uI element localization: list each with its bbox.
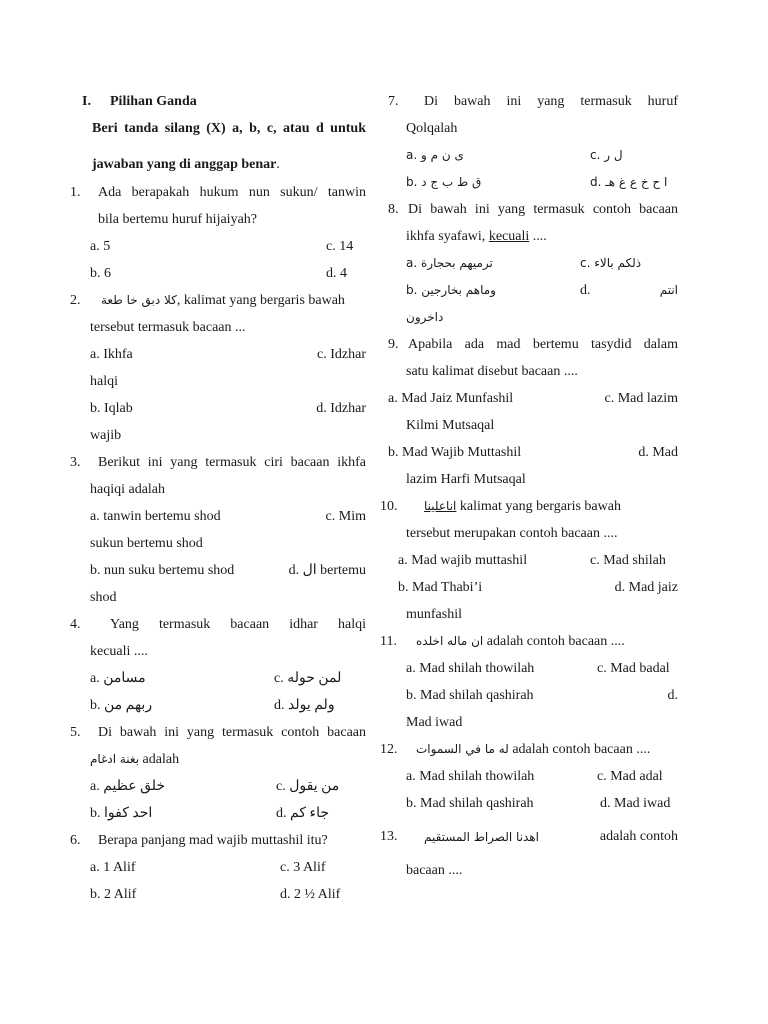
option-b[interactable]: b. ق ط ب ج د bbox=[406, 175, 482, 189]
arabic-text: كلا دبق خا طعة bbox=[101, 293, 177, 307]
option-b[interactable]: b. Mad shilah qashirah bbox=[406, 796, 534, 811]
option-c[interactable]: c. Mad lazim bbox=[604, 391, 678, 406]
section-title: Pilihan Ganda bbox=[110, 94, 197, 109]
arabic-text: بغنة ادغام bbox=[90, 752, 140, 766]
instruction-line-2: jawaban yang di anggap benar. bbox=[92, 157, 280, 172]
option-c[interactable]: c. من يقول bbox=[276, 779, 340, 794]
instruction-line-1: Beri tanda silang (X) a, b, c, atau d untuk bbox=[92, 121, 366, 136]
right-column bbox=[380, 88, 678, 884]
question-6: 6. Berapa panjang mad wajib muttashil itu? a. 1 Alif c. 3 Alif b. 2 Alif d. 2 ½ Alif bbox=[70, 827, 366, 908]
option-c[interactable]: c. Mad badal bbox=[597, 661, 670, 676]
option-a[interactable]: a. Ikhfa bbox=[90, 347, 133, 362]
option-a[interactable]: a. Mad shilah thowilah bbox=[406, 661, 535, 676]
question-13: 13. اهدنا الصراط المستقيم adalah contoh bacaan .... bbox=[380, 829, 678, 878]
option-c[interactable]: c. Idzhar bbox=[317, 347, 366, 362]
underlined-kecuali: kecuali bbox=[488, 229, 530, 244]
option-a[interactable]: a. خلق عظيم bbox=[90, 779, 166, 794]
option-a[interactable]: a. ترميهم بحجارة bbox=[406, 256, 493, 270]
option-d[interactable]: d. 4 bbox=[326, 266, 347, 281]
left-column bbox=[70, 88, 366, 908]
arabic-text: ان ماله اخلده bbox=[416, 634, 484, 648]
option-a[interactable]: a. 5 bbox=[90, 239, 111, 254]
option-c[interactable]: c. Mad shilah bbox=[590, 553, 666, 568]
section-number: I. bbox=[82, 94, 91, 109]
question-4: 4. Yang termasuk bacaan idhar halqi kecuali .... a. مسامن c. لمن حوله b. ربهم من d. ولم يولد bbox=[70, 611, 366, 719]
option-a[interactable]: a. 1 Alif bbox=[90, 860, 136, 875]
question-8: 8. Di bawah ini yang termasuk contoh bacaan ikhfa syafawi, kecuali .... a. ترميهم بحجارة c. ذلكم بالاء b. وماهم بخارجين d. انتم داخرون bbox=[388, 202, 678, 324]
option-d[interactable]: d. Mad jaiz bbox=[614, 580, 678, 595]
question-1: 1. Ada berapakah hukum nun sukun/ tanwin bila bertemu huruf hijaiyah? a. 5 c. 14 b. 6 d. 4 bbox=[70, 179, 366, 287]
option-c[interactable]: c. لمن حوله bbox=[274, 671, 342, 686]
option-b[interactable]: b. Mad Thabi’i bbox=[398, 580, 483, 595]
option-a[interactable]: a. Mad wajib muttashil bbox=[398, 553, 528, 568]
option-c[interactable]: c. 3 Alif bbox=[280, 860, 326, 875]
option-c[interactable]: c. Mim bbox=[325, 509, 366, 524]
option-d[interactable]: d. bbox=[580, 283, 591, 298]
question-5: 5. Di bawah ini yang termasuk contoh bacaan بغنة ادغام adalah a. خلق عظيم c. من يقول b. احد كفوا d. جاء كم bbox=[70, 719, 366, 827]
option-b[interactable]: b. Mad shilah qashirah bbox=[406, 688, 534, 703]
option-d[interactable]: d. جاء كم bbox=[276, 806, 329, 821]
option-d[interactable]: d. ا ح خ ع غ هـ bbox=[590, 175, 668, 189]
question-10: 10. اناعلينا kalimat yang bergaris bawah tersebut merupakan contoh bacaan .... a. Mad wajib muttashil c. Mad shilah b. Mad Thabi’i d. Mad jaiz munfashil bbox=[380, 499, 678, 622]
arabic-text: له ما في السموات bbox=[416, 742, 509, 756]
option-c[interactable]: c. ل ر bbox=[590, 148, 623, 162]
option-b[interactable]: b. احد كفوا bbox=[90, 806, 153, 821]
option-c[interactable]: c. 14 bbox=[326, 239, 354, 254]
option-a[interactable]: a. tanwin bertemu shod bbox=[90, 509, 221, 524]
option-b[interactable]: b. وماهم بخارجين bbox=[406, 283, 496, 297]
question-7: 7. Di bawah ini yang termasuk huruf Qolqalah a. ى ن م و c. ل ر b. ق ط ب ج د d. ا ح خ ع غ هـ bbox=[380, 88, 678, 196]
option-b[interactable]: b. nun suku bertemu shod bbox=[90, 563, 235, 578]
option-d[interactable]: d. Idzhar bbox=[316, 401, 366, 416]
option-d[interactable]: d. ولم يولد bbox=[274, 698, 335, 713]
option-b[interactable]: b. 2 Alif bbox=[90, 887, 137, 902]
option-a[interactable]: a. ى ن م و bbox=[406, 148, 464, 162]
option-d[interactable]: d. ال bertemu bbox=[288, 563, 366, 578]
section-header bbox=[70, 88, 366, 115]
question-9: 9. Apabila ada mad bertemu tasydid dalam satu kalimat disebut bacaan .... a. Mad Jaiz Munfashil c. Mad lazim Kilmi Mutsaqal b. Mad Wajib Muttashil d. Mad lazim Harfi Mutsaqal bbox=[388, 337, 678, 487]
question-12: 12. له ما في السموات adalah contoh bacaan .... a. Mad shilah thowilah c. Mad adal b. Mad shilah qashirah d. Mad iwad bbox=[380, 736, 678, 817]
option-d-arabic: انتم bbox=[659, 283, 678, 297]
question-3: 3. Berikut ini yang termasuk ciri bacaan ikhfa haqiqi adalah a. tanwin bertemu shod c. Mim sukun bertemu shod b. nun suku bertemu shod d. ال bertemu shod bbox=[70, 455, 366, 605]
option-a[interactable]: a. Mad Jaiz Munfashil bbox=[388, 391, 514, 406]
arabic-text: اهدنا الصراط المستقيم bbox=[424, 830, 539, 844]
arabic-text: اناعلينا bbox=[424, 499, 457, 513]
option-b[interactable]: b. Iqlab bbox=[90, 401, 133, 416]
option-c[interactable]: c. Mad adal bbox=[597, 769, 663, 784]
option-b[interactable]: b. ربهم من bbox=[90, 698, 153, 713]
question-2: 2. كلا دبق خا طعة, kalimat yang bergaris bawah tersebut termasuk bacaan ... a. Ikhfa c. Idzhar halqi b. Iqlab d. Idzhar wajib bbox=[70, 293, 366, 443]
option-c[interactable]: c. ذلكم بالاء bbox=[580, 256, 642, 270]
question-11: 11. ان ماله اخلده adalah contoh bacaan .... a. Mad shilah thowilah c. Mad badal b. Mad shilah qashirah d. Mad iwad bbox=[380, 634, 678, 730]
option-d[interactable]: d. Mad iwad bbox=[600, 796, 671, 811]
option-a[interactable]: a. Mad shilah thowilah bbox=[406, 769, 535, 784]
option-b[interactable]: b. Mad Wajib Muttashil bbox=[388, 445, 522, 460]
option-a[interactable]: a. مسامن bbox=[90, 671, 146, 686]
option-d[interactable]: d. bbox=[667, 688, 678, 703]
option-d[interactable]: d. Mad bbox=[638, 445, 678, 460]
option-b[interactable]: b. 6 bbox=[90, 266, 111, 281]
option-d[interactable]: d. 2 ½ Alif bbox=[280, 887, 341, 902]
